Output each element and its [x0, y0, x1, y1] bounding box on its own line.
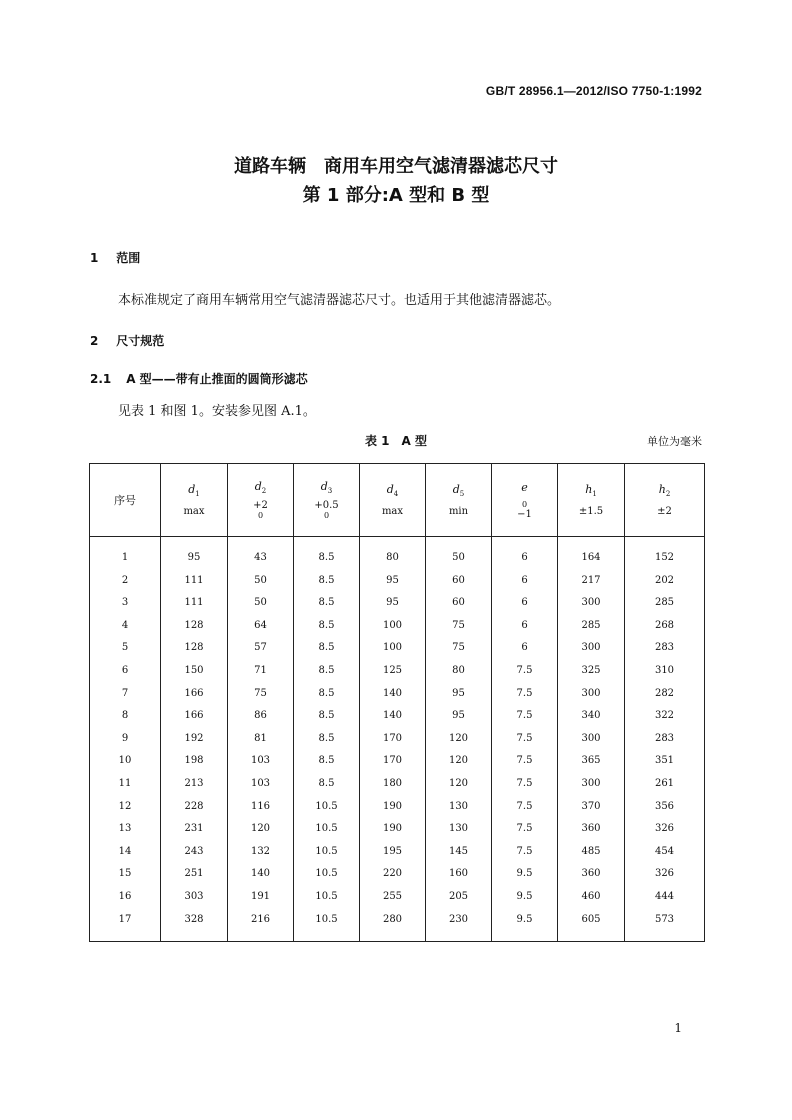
cell-d1: 192: [161, 728, 228, 751]
cell-seq: 6: [90, 660, 161, 683]
table-row: [90, 637, 705, 660]
cell-h2: 444: [625, 886, 705, 909]
cell-d3: 10.5: [294, 818, 360, 841]
cell-d4: 170: [360, 728, 426, 751]
cell-d4: 180: [360, 773, 426, 796]
cell-d1: 251: [161, 863, 228, 886]
cell-d1: 231: [161, 818, 228, 841]
cell-h2: 326: [625, 818, 705, 841]
cell-d4: 170: [360, 750, 426, 773]
cell-d4: 255: [360, 886, 426, 909]
cell-h1: 300: [558, 728, 625, 751]
table-row: [90, 750, 705, 773]
table-header-row: [90, 464, 705, 537]
cell-h2: 285: [625, 592, 705, 615]
cell-e: 7.5: [492, 705, 558, 728]
section-number: 1: [90, 251, 99, 265]
cell-d2: 75: [228, 683, 294, 706]
cell-d5: 160: [426, 863, 492, 886]
cell-seq: 8: [90, 705, 161, 728]
header-tolerance: max: [381, 506, 404, 518]
cell-d3: 8.5: [294, 750, 360, 773]
cell-d4: 95: [360, 570, 426, 593]
table-row: [90, 773, 705, 796]
cell-d5: 75: [426, 637, 492, 660]
header-symbol: $d_5$: [452, 482, 465, 499]
cell-d1: 150: [161, 660, 228, 683]
cell-d3: 8.5: [294, 547, 360, 570]
header-tolerance-upper: +0.5: [314, 499, 339, 511]
cell-d3: 10.5: [294, 796, 360, 819]
cell-d3: 8.5: [294, 660, 360, 683]
cell-e: 7.5: [492, 683, 558, 706]
cell-seq: 2: [90, 570, 161, 593]
cell-h2: 202: [625, 570, 705, 593]
cell-d1: 166: [161, 683, 228, 706]
table-row: [90, 547, 705, 570]
cell-e: 7.5: [492, 660, 558, 683]
section-2-heading: [90, 332, 164, 349]
cell-e: 7.5: [492, 818, 558, 841]
cell-d3: 8.5: [294, 683, 360, 706]
table-row: [90, 909, 705, 932]
cell-seq: 15: [90, 863, 161, 886]
cell-d5: 120: [426, 750, 492, 773]
cell-h2: 310: [625, 660, 705, 683]
cell-h1: 217: [558, 570, 625, 593]
cell-d2: 50: [228, 592, 294, 615]
header-tolerance: ±2: [657, 506, 672, 518]
document-title-line-1: 道路车辆 商用车用空气滤清器滤芯尺寸: [234, 156, 558, 177]
cell-h1: 340: [558, 705, 625, 728]
header-symbol: $h_2$: [658, 482, 671, 499]
header-h1: [558, 464, 625, 537]
cell-h1: 300: [558, 637, 625, 660]
cell-d2: 64: [228, 615, 294, 638]
cell-e: 7.5: [492, 796, 558, 819]
header-symbol: e: [521, 480, 528, 494]
table-row: [90, 592, 705, 615]
cell-d3: 10.5: [294, 909, 360, 932]
cell-e: 7.5: [492, 773, 558, 796]
cell-d2: 86: [228, 705, 294, 728]
cell-d5: 205: [426, 886, 492, 909]
cell-h2: 326: [625, 863, 705, 886]
cell-seq: 1: [90, 547, 161, 570]
cell-d3: 8.5: [294, 570, 360, 593]
cell-seq: 4: [90, 615, 161, 638]
cell-d5: 75: [426, 615, 492, 638]
header-d5: [426, 464, 492, 537]
cell-d1: 228: [161, 796, 228, 819]
cell-d5: 60: [426, 592, 492, 615]
table-spacer-row: [90, 537, 705, 548]
cell-seq: 14: [90, 841, 161, 864]
cell-d3: 10.5: [294, 841, 360, 864]
cell-d1: 303: [161, 886, 228, 909]
header-d1: [161, 464, 228, 537]
header-symbol: $d_2$: [254, 480, 267, 496]
table-row: [90, 886, 705, 909]
cell-e: 7.5: [492, 841, 558, 864]
header-tolerance: max: [183, 506, 205, 518]
section-number: 2.1: [90, 372, 112, 386]
cell-d5: 60: [426, 570, 492, 593]
cell-e: 6: [492, 547, 558, 570]
header-d4: [360, 464, 426, 537]
cell-d5: 120: [426, 773, 492, 796]
cell-d5: 80: [426, 660, 492, 683]
header-tolerance: min: [448, 506, 469, 518]
cell-h1: 300: [558, 592, 625, 615]
table-row: [90, 841, 705, 864]
cell-e: 9.5: [492, 863, 558, 886]
cell-e: 6: [492, 637, 558, 660]
cell-d4: 100: [360, 637, 426, 660]
cell-h1: 285: [558, 615, 625, 638]
cell-d2: 120: [228, 818, 294, 841]
cell-h1: 360: [558, 818, 625, 841]
cell-d2: 116: [228, 796, 294, 819]
cell-h1: 360: [558, 863, 625, 886]
cell-d3: 10.5: [294, 886, 360, 909]
cell-d3: 8.5: [294, 705, 360, 728]
cell-d4: 80: [360, 547, 426, 570]
header-e: [492, 464, 558, 537]
cell-d1: 243: [161, 841, 228, 864]
cell-e: 6: [492, 570, 558, 593]
cell-d5: 130: [426, 818, 492, 841]
cell-seq: 12: [90, 796, 161, 819]
header-tolerance-lower: 0: [257, 510, 264, 520]
cell-d2: 191: [228, 886, 294, 909]
table-row: [90, 728, 705, 751]
document-title-line-2: 第 1 部分:A 型和 B 型: [302, 185, 490, 206]
cell-d2: 216: [228, 909, 294, 932]
cell-seq: 5: [90, 637, 161, 660]
cell-seq: 10: [90, 750, 161, 773]
cell-d4: 140: [360, 683, 426, 706]
cell-seq: 13: [90, 818, 161, 841]
cell-h1: 460: [558, 886, 625, 909]
standard-code: GB/T 28956.1—2012/ISO 7750-1:1992: [485, 84, 702, 98]
cell-h1: 605: [558, 909, 625, 932]
cell-h1: 365: [558, 750, 625, 773]
table-row: [90, 705, 705, 728]
cell-h1: 370: [558, 796, 625, 819]
cell-d5: 95: [426, 683, 492, 706]
cell-d3: 8.5: [294, 615, 360, 638]
table-row: [90, 796, 705, 819]
cell-d2: 103: [228, 750, 294, 773]
table-unit: 单位为毫米: [647, 435, 702, 448]
cell-d2: 57: [228, 637, 294, 660]
table-row: [90, 683, 705, 706]
cell-d4: 190: [360, 818, 426, 841]
cell-h2: 261: [625, 773, 705, 796]
table-caption: 表 1 A 型: [365, 434, 427, 448]
header-symbol: $d_4$: [386, 482, 399, 499]
cell-h1: 300: [558, 683, 625, 706]
cell-seq: 11: [90, 773, 161, 796]
cell-e: 6: [492, 615, 558, 638]
table-row: [90, 615, 705, 638]
cell-d5: 50: [426, 547, 492, 570]
cell-e: 7.5: [492, 750, 558, 773]
section-1-body: 本标准规定了商用车辆常用空气滤清器滤芯尺寸。也适用于其他滤清器滤芯。: [118, 293, 561, 308]
cell-d4: 220: [360, 863, 426, 886]
table-spacer-row: [90, 931, 705, 942]
cell-seq: 17: [90, 909, 161, 932]
cell-d4: 140: [360, 705, 426, 728]
cell-d3: 8.5: [294, 592, 360, 615]
cell-d5: 145: [426, 841, 492, 864]
table-row: [90, 660, 705, 683]
cell-d2: 81: [228, 728, 294, 751]
cell-d1: 111: [161, 592, 228, 615]
cell-d4: 100: [360, 615, 426, 638]
cell-e: 6: [492, 592, 558, 615]
cell-h1: 300: [558, 773, 625, 796]
section-title: 范围: [116, 251, 141, 265]
cell-d1: 111: [161, 570, 228, 593]
cell-d1: 95: [161, 547, 228, 570]
cell-d5: 95: [426, 705, 492, 728]
dimension-table: [89, 463, 705, 942]
table-row: [90, 570, 705, 593]
section-title: 尺寸规范: [116, 334, 165, 348]
cell-d3: 8.5: [294, 637, 360, 660]
table-body: [90, 537, 705, 942]
cell-d4: 95: [360, 592, 426, 615]
cell-d1: 166: [161, 705, 228, 728]
cell-e: 9.5: [492, 909, 558, 932]
cell-d4: 280: [360, 909, 426, 932]
cell-d1: 198: [161, 750, 228, 773]
header-tolerance-upper: +2: [253, 499, 268, 511]
cell-d2: 132: [228, 841, 294, 864]
header-tolerance-lower: −1: [517, 508, 532, 520]
header-symbol: $d_1$: [188, 482, 200, 499]
cell-seq: 7: [90, 683, 161, 706]
cell-d2: 50: [228, 570, 294, 593]
cell-d2: 140: [228, 863, 294, 886]
cell-h1: 164: [558, 547, 625, 570]
cell-seq: 3: [90, 592, 161, 615]
section-title: A 型——带有止推面的圆筒形滤芯: [126, 372, 308, 386]
cell-h2: 454: [625, 841, 705, 864]
header-tolerance-lower: 0: [323, 510, 330, 520]
cell-h2: 283: [625, 728, 705, 751]
cell-h2: 283: [625, 637, 705, 660]
cell-h2: 351: [625, 750, 705, 773]
section-2-1-body: 见表 1 和图 1。安装参见图 A.1。: [118, 404, 316, 419]
table-row: [90, 818, 705, 841]
header-tolerance-upper: 0: [521, 499, 528, 509]
header-h2: [625, 464, 705, 537]
cell-d3: 8.5: [294, 728, 360, 751]
cell-d2: 103: [228, 773, 294, 796]
page-number: 1: [674, 1021, 682, 1035]
cell-d5: 230: [426, 909, 492, 932]
header-seq: 序号: [90, 464, 161, 537]
cell-d2: 71: [228, 660, 294, 683]
header-d3: [294, 464, 360, 537]
cell-d4: 190: [360, 796, 426, 819]
cell-d3: 8.5: [294, 773, 360, 796]
cell-d5: 120: [426, 728, 492, 751]
section-number: 2: [90, 334, 99, 348]
cell-d3: 10.5: [294, 863, 360, 886]
cell-d4: 195: [360, 841, 426, 864]
header-tolerance: ±1.5: [578, 506, 604, 518]
cell-d4: 125: [360, 660, 426, 683]
cell-d1: 328: [161, 909, 228, 932]
header-symbol: $d_3$: [320, 480, 333, 496]
header-d2: [228, 464, 294, 537]
cell-h1: 325: [558, 660, 625, 683]
cell-d5: 130: [426, 796, 492, 819]
header-symbol: $h_1$: [585, 482, 597, 499]
cell-d1: 128: [161, 637, 228, 660]
cell-d1: 128: [161, 615, 228, 638]
cell-h2: 356: [625, 796, 705, 819]
cell-h2: 573: [625, 909, 705, 932]
cell-e: 9.5: [492, 886, 558, 909]
cell-h2: 282: [625, 683, 705, 706]
cell-h2: 152: [625, 547, 705, 570]
cell-e: 7.5: [492, 728, 558, 751]
section-2-1-heading: [90, 370, 308, 387]
cell-d1: 213: [161, 773, 228, 796]
cell-seq: 16: [90, 886, 161, 909]
cell-h2: 268: [625, 615, 705, 638]
table-row: [90, 863, 705, 886]
cell-d2: 43: [228, 547, 294, 570]
cell-h2: 322: [625, 705, 705, 728]
section-1-heading: [90, 249, 140, 266]
cell-h1: 485: [558, 841, 625, 864]
cell-seq: 9: [90, 728, 161, 751]
